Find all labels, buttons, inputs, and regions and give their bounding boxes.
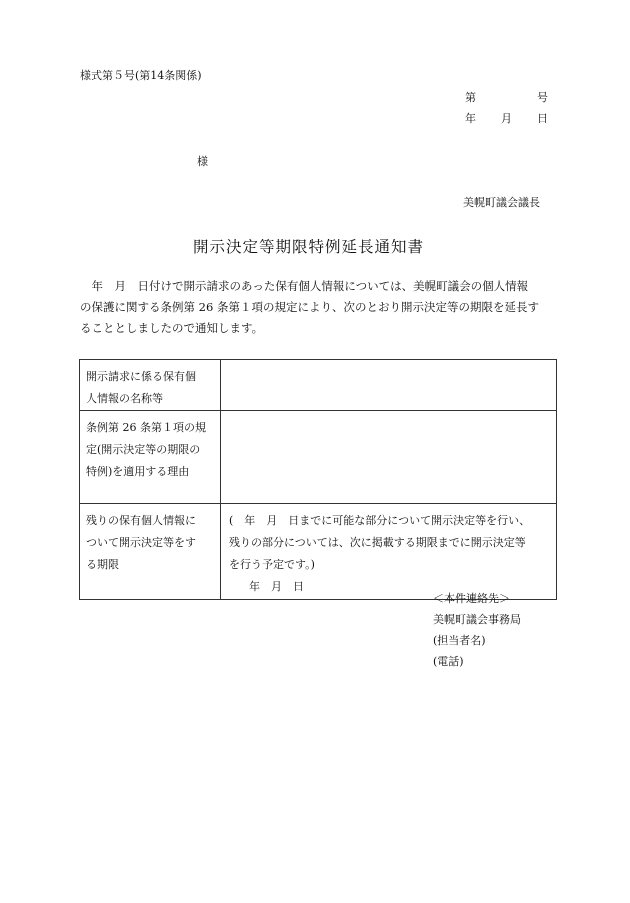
document-title: 開示決定等期限特例延長通知書 [193,238,425,256]
label-line: 残りの保有個人情報に [86,514,196,527]
deadline-field[interactable] [221,504,557,600]
reason-field[interactable] [221,411,557,504]
body-line: 年 月 日付けで開示請求のあった保有個人情報については、美幌町議会の個人情報 [80,279,529,293]
label-line: 開示請求に係る保有個 [86,370,196,383]
extension-details-table [79,359,557,600]
date-day-label: 日 [537,112,548,125]
label-line: ついて開示決定等をす [86,536,196,549]
info-name-field[interactable] [221,360,557,411]
contact-office: 美幌町議会事務局 [433,613,521,626]
table-row [80,504,557,600]
label-line: 条例第 26 条第１項の規 [86,421,206,434]
number-dai-label: 第 [465,91,476,104]
label-line: 特例)を適用する理由 [86,465,190,478]
value-line: を行う予定です。) [229,558,315,571]
row-label [80,504,221,600]
deadline-date-line: 年 月 日 [249,580,304,593]
number-go-label: 号 [537,91,548,104]
date-month-label: 月 [501,112,512,125]
sender-name: 美幌町議会議長 [463,196,540,209]
body-line: の保護に関する条例第 26 条第１項の規定により、次のとおり開示決定等の期限を延長す [80,300,539,314]
value-line: 残りの部分については、次に掲載する期限までに開示決定等 [229,536,526,549]
addressee-suffix: 様 [197,155,208,168]
value-line: ( 年 月 日までに可能な部分について開示決定等を行い、 [229,514,531,527]
label-line: 定(開示決定等の期限の [86,443,201,456]
contact-block [433,588,521,672]
label-line: る期限 [86,558,119,571]
contact-heading: ＜本件連絡先＞ [433,592,510,605]
row-label [80,360,221,411]
table-row [80,360,557,411]
row-label [80,411,221,504]
table-row [80,411,557,504]
notice-body [80,276,555,339]
contact-person: (担当者名) [433,634,486,647]
date-year-label: 年 [465,112,476,125]
body-line: ることとしましたので通知します。 [80,321,264,335]
contact-phone: (電話) [433,655,464,668]
form-reference: 様式第５号(第14条関係) [80,69,202,82]
label-line: 人情報の名称等 [86,392,163,405]
